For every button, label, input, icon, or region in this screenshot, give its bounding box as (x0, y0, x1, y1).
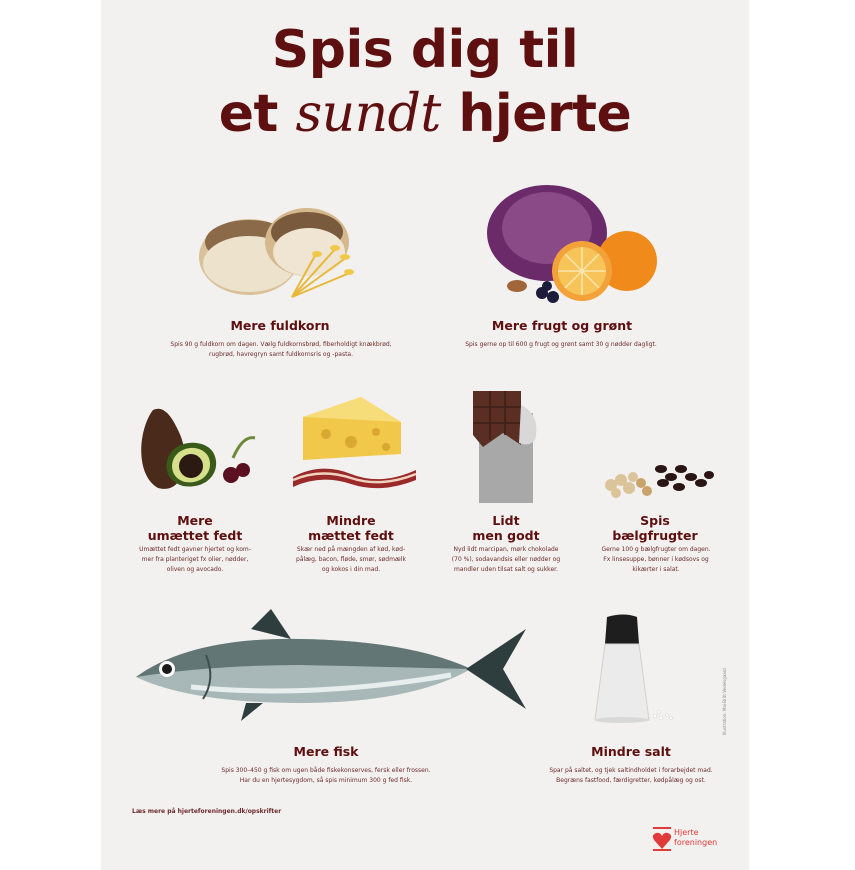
logo-text: Hjerte foreningen (674, 828, 718, 847)
section-head-fuldkorn: Mere fuldkorn (230, 318, 330, 333)
hjerteforeningen-logo (652, 827, 718, 855)
section-body-frugt: Spis gerne op til 600 g frugt og grønt samt 30 g nødder dagligt. (465, 341, 657, 348)
section-body-fisk: Spis 300–450 g fisk om ugen både fiskekonserves, fersk eller frossen. Har du en hjertesygdom, så spis minimum 300 g fed fisk. (221, 767, 431, 784)
section-body-lidt: Nyd lidt marcipan, mørk chokolade (70 %), sodavandsis eller nødder og mandler uden tilsat salt og sukker. (451, 546, 561, 573)
title-word-et: et (218, 84, 278, 144)
section-head-lidt: Lidt men godt (472, 513, 540, 543)
salt-shaker-illustration (589, 612, 679, 724)
section-head-baelg: Spis bælgfrugter (612, 513, 698, 543)
bread-illustration (197, 202, 357, 302)
section-body-fuldkorn: Spis 90 g fuldkorn om dagen. Vælg fuldkornsbrød, fiberholdigt knækbrød, rugbrød, havregryn samt fuldkornsris og -pasta. (170, 341, 392, 358)
section-head-umaettet: Mere umættet fedt (147, 513, 243, 543)
illustration-credit: Illustration: Mai-Britt Vedelsgaard (722, 668, 727, 735)
poster-title-line2 (101, 84, 749, 144)
title-word-sundt: sundt (295, 84, 441, 144)
legumes-illustration (601, 455, 716, 500)
section-head-frugt: Mere frugt og grønt (491, 318, 633, 333)
section-head-maettet: Mindre mættet fedt (308, 513, 394, 543)
avocado-illustration (133, 400, 258, 492)
heart-logo-icon (652, 827, 672, 851)
cabbage-orange-illustration (487, 183, 657, 308)
mackerel-illustration (131, 607, 529, 723)
chocolate-illustration (463, 385, 543, 503)
section-body-umaettet: Umættet fedt gavner hjertet og kom- mer fra planteriget fx olier, nødder, oliven og avocado. (139, 546, 251, 573)
section-head-salt: Mindre salt (591, 744, 671, 759)
section-body-maettet: Skær ned på mængden af kød, kød- pålæg, bacon, fløde, smør, sødmælk og kokos i din mad. (296, 546, 406, 573)
poster (101, 0, 749, 870)
poster-title-line1: Spis dig til (271, 20, 579, 80)
footer-link[interactable]: Læs mere på hjerteforeningen.dk/opskrifter (132, 808, 282, 815)
section-body-baelg: Gerne 100 g bælgfrugter om dagen. Fx linsesuppe, bønner i kødsovs og kikærter i salat. (601, 546, 711, 573)
cheese-bacon-illustration (291, 392, 421, 494)
section-body-salt: Spar på saltet, og tjek saltindholdet i forarbejdet mad. Begræns fastfood, færdigretter, kødpålæg og ost. (549, 767, 713, 784)
section-head-fisk: Mere fisk (293, 744, 359, 759)
title-word-hjerte: hjerte (458, 84, 632, 144)
